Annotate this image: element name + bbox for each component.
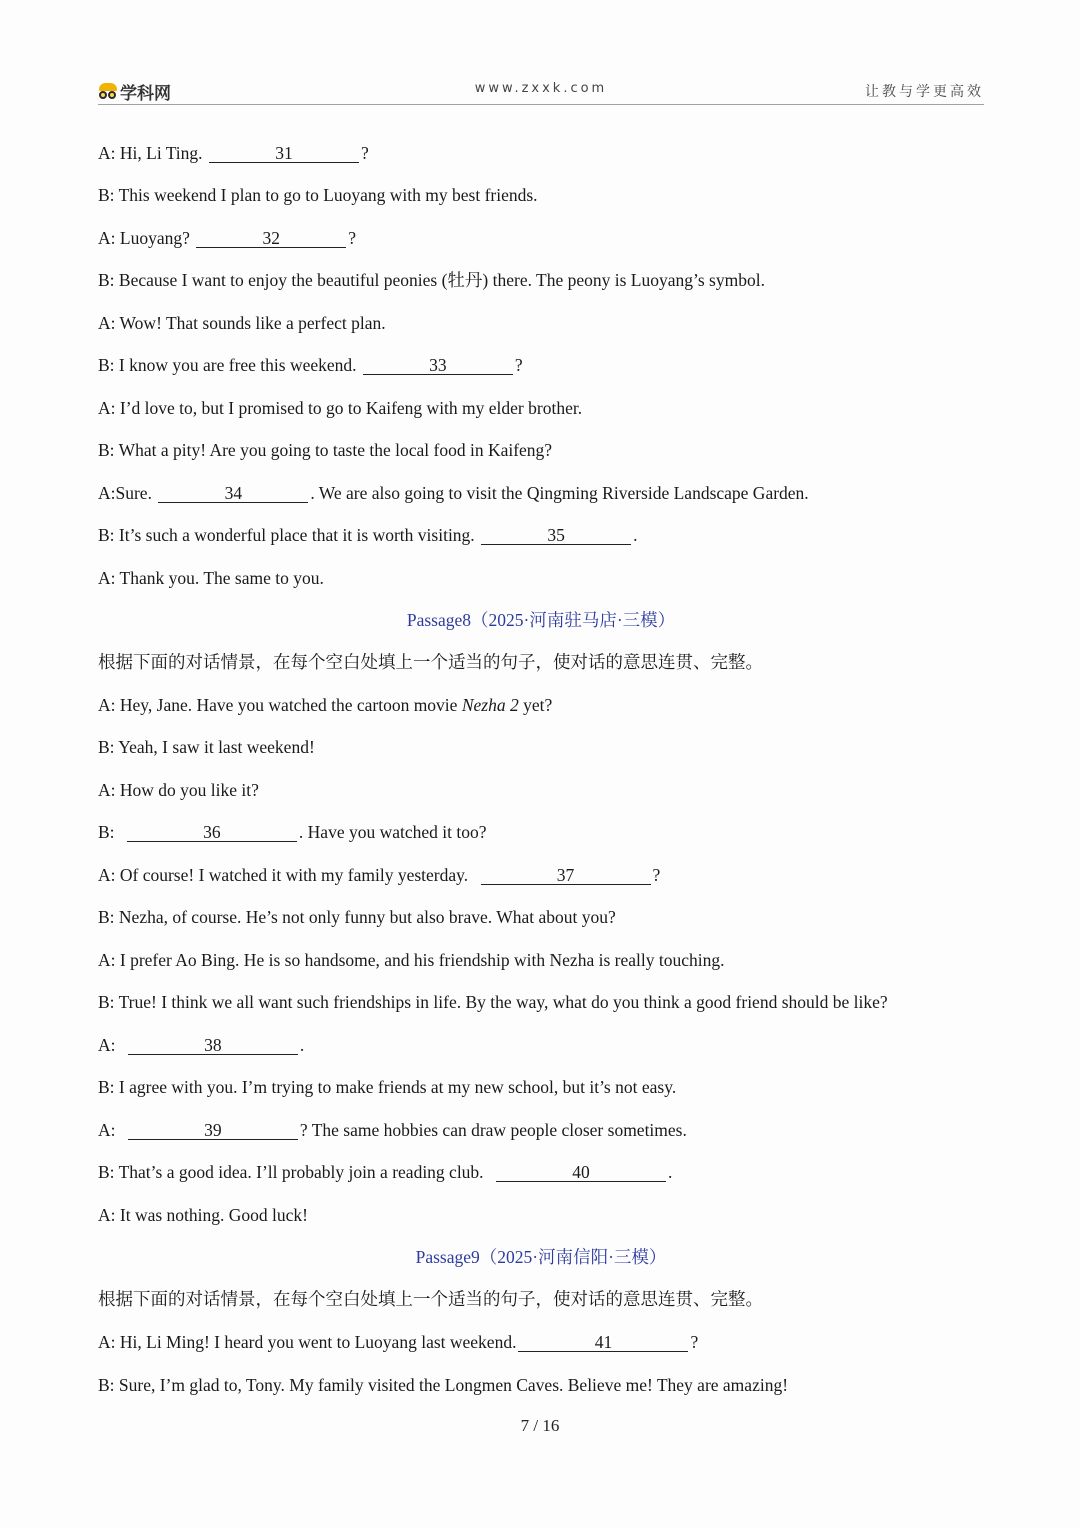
dialogue-line: A: Of course! I watched it with my family yesterday. 37 ? — [98, 865, 661, 885]
answer-blank: 31 — [209, 144, 359, 163]
dialogue-line: B: This weekend I plan to go to Luoyang with my best friends. — [98, 185, 538, 205]
answer-blank: 35 — [481, 526, 631, 545]
dialogue-line: B: I know you are free this weekend. 33 ? — [98, 355, 523, 375]
answer-blank: 38 — [128, 1036, 298, 1055]
answer-blank: 41 — [518, 1333, 688, 1352]
movie-title: Nezha 2 — [461, 695, 519, 715]
header-slogan: 让教与学更高效 — [865, 84, 984, 100]
dialogue-line: B: Sure, I’m glad to, Tony. My family visited the Longmen Caves. Believe me! They are amazing! — [98, 1375, 789, 1395]
passage8-instruction: 根据下面的对话情景，在每个空白处填上一个适当的句子，使对话的意思连贯、完整。 — [98, 652, 763, 672]
dialogue-line: A:Sure. 34 . We are also going to visit the Qingming Riverside Landscape Garden. — [98, 483, 809, 503]
dialogue-line: A: It was nothing. Good luck! — [98, 1205, 308, 1225]
passage9-instruction: 根据下面的对话情景，在每个空白处填上一个适当的句子，使对话的意思连贯、完整。 — [98, 1289, 763, 1309]
dialogue-line: B: Because I want to enjoy the beautiful peonies (牡丹) there. The peony is Luoyang’s symbol. — [98, 270, 765, 290]
logo-text: 学科网 — [120, 84, 171, 104]
dialogue-line: A: Hey, Jane. Have you watched the cartoon movie Nezha 2 yet? — [98, 695, 553, 715]
dialogue-line: A: 38 . — [98, 1035, 305, 1055]
dialogue-line: A: Hi, Li Ming! I heard you went to Luoyang last weekend. 41 ? — [98, 1332, 699, 1352]
passage9-title: Passage9（2025·河南信阳·三模） — [415, 1247, 667, 1267]
answer-blank: 33 — [363, 356, 513, 375]
dialogue-line: A: How do you like it? — [98, 780, 259, 800]
dialogue-line: B: I agree with you. I’m trying to make friends at my new school, but it’s not easy. — [98, 1077, 677, 1097]
answer-blank: 37 — [481, 866, 651, 885]
dialogue-line: B: What a pity! Are you going to taste the local food in Kaifeng? — [98, 440, 553, 460]
dialogue-line: B: It’s such a wonderful place that it is worth visiting. 35 . — [98, 525, 638, 545]
dialogue-line: B: Yeah, I saw it last weekend! — [98, 737, 315, 757]
passage8-title: Passage8（2025·河南驻马店·三模） — [406, 610, 676, 630]
dialogue-line: B: 36 . Have you watched it too? — [98, 822, 487, 842]
answer-blank: 32 — [196, 229, 346, 248]
page-number: 7 / 16 — [520, 1416, 560, 1435]
dialogue-line: A: Thank you. The same to you. — [98, 568, 324, 588]
dialogue-line: A: Luoyang? 32 ? — [98, 228, 357, 248]
answer-blank: 34 — [158, 484, 308, 503]
dialogue-line: A: I’d love to, but I promised to go to Kaifeng with my elder brother. — [98, 398, 583, 418]
answer-blank: 36 — [127, 823, 297, 842]
dialogue-line: A: Wow! That sounds like a perfect plan. — [98, 313, 386, 333]
dialogue-line: A: I prefer Ao Bing. He is so handsome, and his friendship with Nezha is really touching. — [98, 950, 725, 970]
dialogue-line: A: 39 ? The same hobbies can draw people closer sometimes. — [98, 1120, 687, 1140]
page-header — [98, 76, 984, 105]
site-url: www.zxxk.com — [474, 81, 608, 96]
dialogue-line: B: Nezha, of course. He’s not only funny but also brave. What about you? — [98, 907, 616, 927]
dialogue-line: A: Hi, Li Ting. 31 ? — [98, 143, 369, 163]
dialogue-line: B: That’s a good idea. I’ll probably join a reading club. 40 . — [98, 1162, 673, 1182]
answer-blank: 39 — [128, 1121, 298, 1140]
dialogue-line: B: True! I think we all want such friendships in life. By the way, what do you think a good friend should be like? — [98, 992, 888, 1012]
answer-blank: 40 — [496, 1163, 666, 1182]
